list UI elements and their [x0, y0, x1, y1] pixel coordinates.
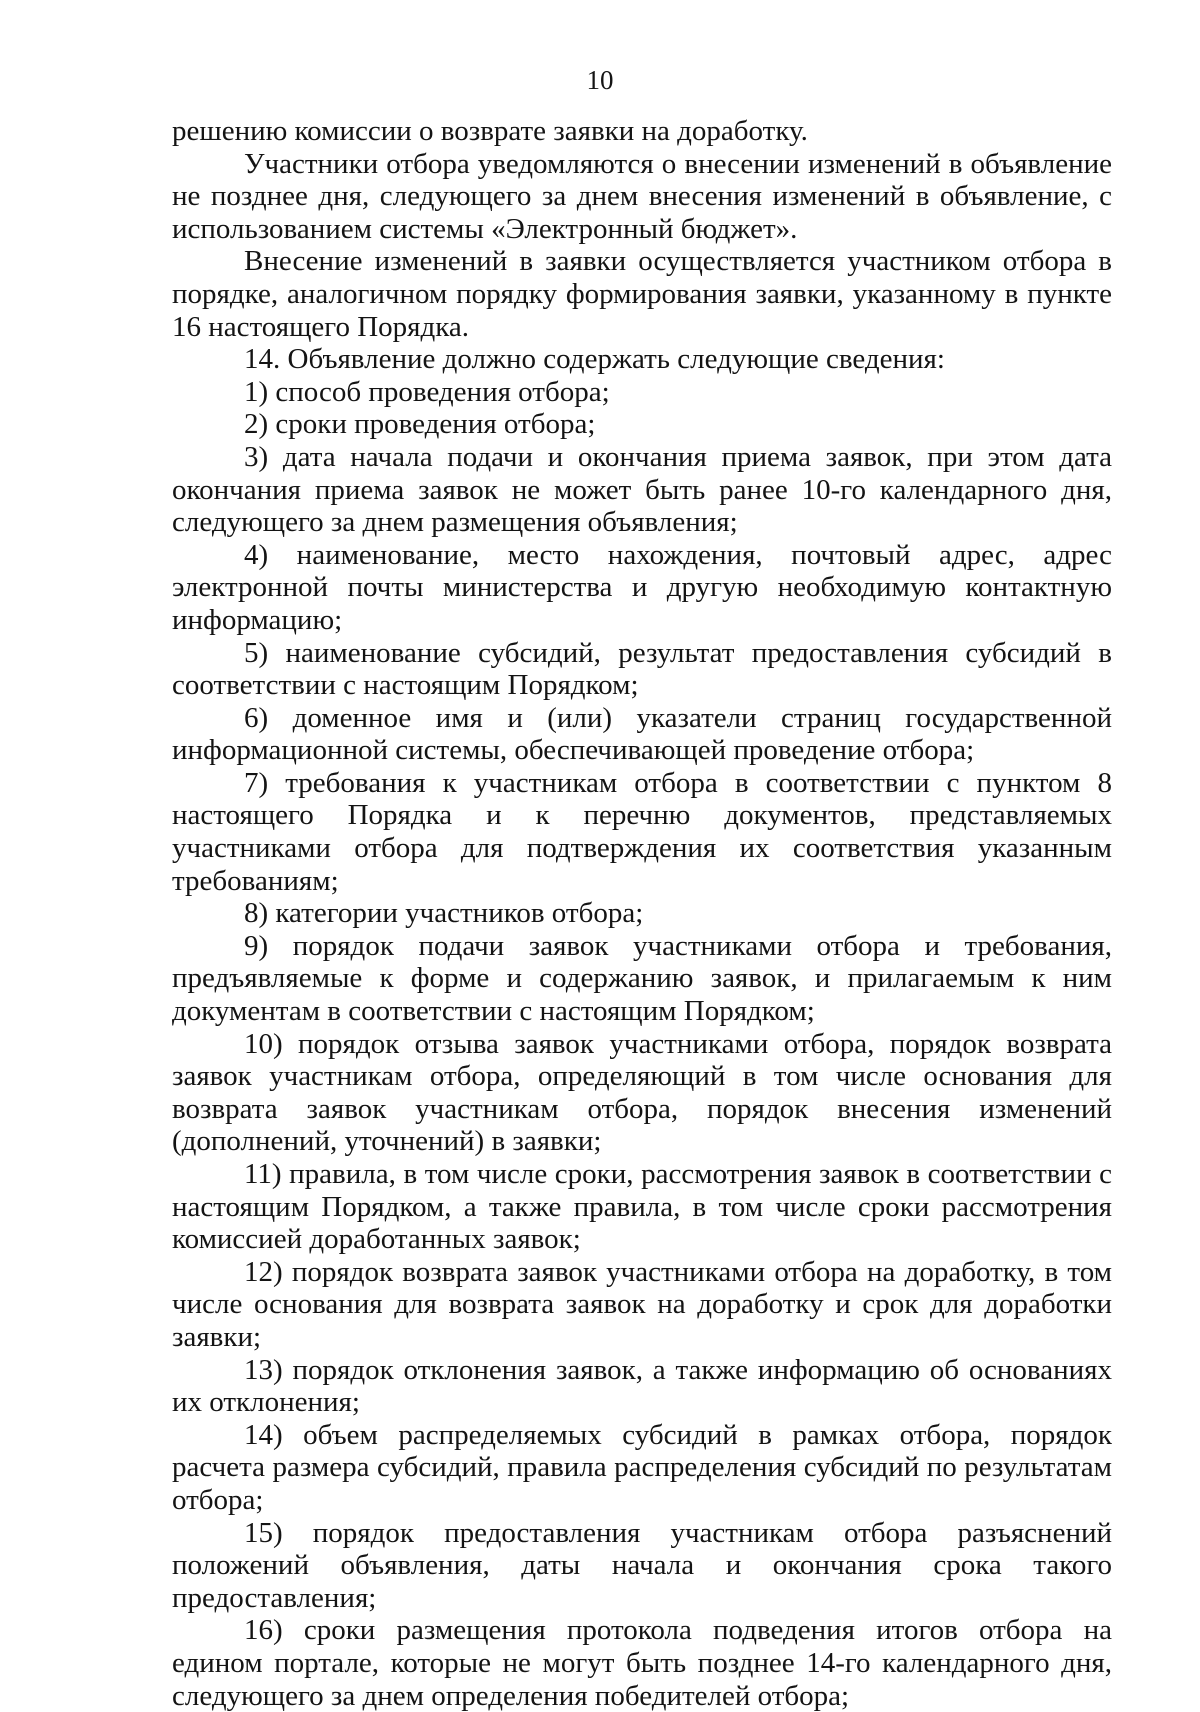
list-item-14: 14) объем распределяемых субсидий в рамках отбора, порядок расчета размера субсидий, правила распределения субсидий по результатам отбора; [172, 1418, 1112, 1516]
paragraph-section-14-heading: 14. Объявление должно содержать следующие сведения: [244, 343, 945, 376]
paragraph-continuation: решению комиссии о возврате заявки на доработку. [172, 115, 808, 147]
list-item-15: 15) порядок предоставления участникам отбора разъяснений положений объявления, даты начала и окончания срока такого предоставления; [172, 1516, 1112, 1614]
list-item-13: 13) порядок отклонения заявок, а также информацию об основаниях их отклонения; [172, 1353, 1112, 1419]
list-item-2: 2) сроки проведения отбора; [244, 408, 596, 441]
list-item-10: 10) порядок отзыва заявок участниками отбора, порядок возврата заявок участникам отбора, определяющий в том числе основания для возврата заявок участникам отбора, порядок внесения изменений (дополнений, уточнений) в заявки; [172, 1027, 1112, 1158]
list-item-8: 8) категории участников отбора; [244, 897, 644, 930]
page-number: 10 [586, 65, 614, 95]
paragraph-notification: Участники отбора уведомляются о внесении изменений в объявление не позднее дня, следующего за днем внесения изменений в объявление, с использованием системы «Электронный бюджет». [172, 147, 1112, 245]
list-item-4: 4) наименование, место нахождения, почтовый адрес, адрес электронной почты министерства и другую необходимую контактную информацию; [172, 538, 1112, 636]
list-item-1: 1) способ проведения отбора; [244, 375, 610, 408]
list-item-7: 7) требования к участникам отбора в соответствии с пунктом 8 настоящего Порядка и к перечню документов, представляемых участниками отбора для подтверждения их соответствия указанным требованиям; [172, 766, 1112, 897]
document-body [172, 115, 1112, 1712]
list-item-5: 5) наименование субсидий, результат предоставления субсидий в соответствии с настоящим Порядком; [172, 636, 1112, 702]
list-item-12: 12) порядок возврата заявок участниками отбора на доработку, в том числе основания для возврата заявок на доработку и срок для доработки заявки; [172, 1255, 1112, 1353]
list-item-9: 9) порядок подачи заявок участниками отбора и требования, предъявляемые к форме и содержанию заявок, и прилагаемым к ним документам в соответствии с настоящим Порядком; [172, 929, 1112, 1028]
list-item-6: 6) доменное имя и (или) указатели страниц государственной информационной системы, обеспечивающей проведение отбора; [172, 701, 1112, 767]
paragraph-changes: Внесение изменений в заявки осуществляется участником отбора в порядке, аналогичном порядку формирования заявки, указанному в пункте 16 настоящего Порядка. [172, 245, 1112, 343]
list-item-11: 11) правила, в том числе сроки, рассмотрения заявок в соответствии с настоящим Порядком, а также правила, в том числе сроки рассмотрения комиссией доработанных заявок; [172, 1158, 1112, 1256]
list-item-3: 3) дата начала подачи и окончания приема заявок, при этом дата окончания приема заявок не может быть ранее 10-го календарного дня, следующего за днем размещения объявления; [172, 440, 1112, 539]
list-item-16: 16) сроки размещения протокола подведения итогов отбора на едином портале, которые не могут быть позднее 14-го календарного дня, следующего за днем определения победителей отбора; [172, 1614, 1112, 1712]
